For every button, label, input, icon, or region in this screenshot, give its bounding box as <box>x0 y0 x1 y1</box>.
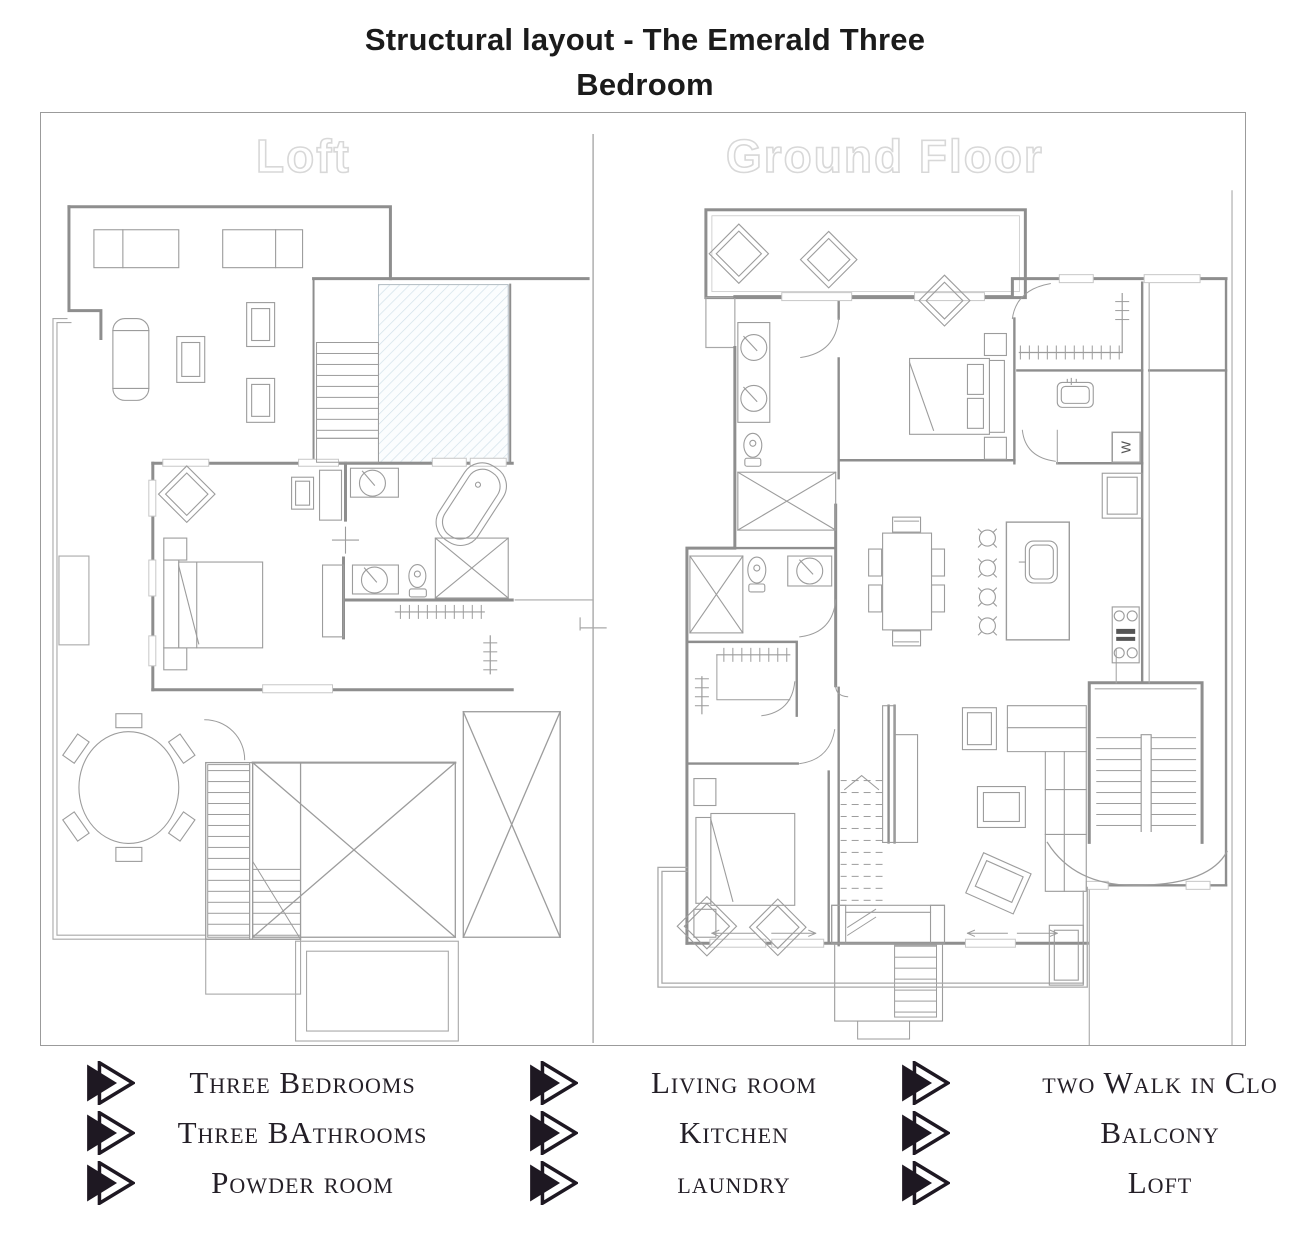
cabinet-icon <box>320 470 342 520</box>
sink-icon <box>350 468 398 497</box>
floorplans-drawing <box>41 113 1245 1045</box>
double-arrow-icon <box>85 1061 135 1105</box>
legend <box>0 1058 1290 1223</box>
rug-icon <box>709 224 857 288</box>
loft-void-hatch <box>378 285 508 463</box>
sofa-icon <box>94 230 179 268</box>
closet-rail <box>395 605 497 674</box>
page-title-line1: Structural layout - The Emerald Three <box>364 22 926 57</box>
walk-in-closet-2 <box>695 648 790 714</box>
legend-label: Three BAthrooms <box>177 1115 428 1150</box>
page-title-line2: Bedroom <box>576 66 714 102</box>
loft-bedroom <box>159 466 359 670</box>
ground-balcony-top <box>706 210 1025 348</box>
armchair-icon <box>247 303 275 347</box>
living-room <box>883 706 1087 914</box>
double-arrow-icon <box>528 1061 578 1105</box>
legend-column-3 <box>900 1058 1290 1208</box>
legend-item <box>528 1058 890 1108</box>
page-title <box>0 18 1290 108</box>
floorplan-container <box>40 112 1246 1046</box>
double-arrow-icon <box>900 1061 950 1105</box>
coffee-table-icon <box>977 787 1025 828</box>
legend-label: Balcony <box>1100 1115 1220 1150</box>
double-arrow-icon <box>900 1161 950 1205</box>
ground-floor-label: Ground Floor <box>726 130 1044 182</box>
armchair-icon <box>966 853 1031 914</box>
sofa-icon <box>223 230 303 268</box>
legend-item <box>900 1058 1290 1108</box>
legend-label: two Walk in Clo <box>1042 1065 1278 1100</box>
legend-label: Kitchen <box>678 1115 790 1150</box>
vanity-counter <box>738 323 770 423</box>
double-arrow-icon <box>900 1111 950 1155</box>
coffee-table-icon <box>177 337 205 383</box>
dresser-icon <box>292 477 314 509</box>
loft-bathroom <box>350 455 514 674</box>
armchair-icon <box>247 378 275 422</box>
side-table-icon <box>962 708 996 750</box>
legend-column-2 <box>528 1058 890 1208</box>
double-arrow-icon <box>528 1111 578 1155</box>
fridge-icon <box>1102 473 1142 518</box>
legend-label: laundry <box>677 1165 791 1200</box>
sliding-door-arrows <box>712 930 1057 936</box>
double-arrow-icon <box>85 1111 135 1155</box>
toilet-icon <box>409 565 426 597</box>
double-arrow-icon <box>528 1161 578 1205</box>
bathtub-icon <box>428 455 514 554</box>
bedroom-3 <box>694 779 795 938</box>
second-bathroom <box>690 556 832 633</box>
legend-item <box>900 1158 1290 1208</box>
legend-label: Three Bedrooms <box>189 1065 416 1100</box>
legend-item <box>528 1158 890 1208</box>
toilet-icon <box>744 433 762 466</box>
legend-item <box>528 1108 890 1158</box>
sink-icon <box>741 385 767 411</box>
chaise-icon <box>113 319 149 401</box>
bed-icon <box>910 334 1007 460</box>
sink-icon <box>741 335 767 361</box>
loft-terrace-dining-icon <box>63 714 195 862</box>
loft-lounge-furniture <box>94 230 303 423</box>
toilet-icon <box>748 557 766 592</box>
bedroom-2 <box>910 275 1007 459</box>
bed-icon <box>696 813 795 905</box>
rug-icon <box>159 466 215 522</box>
kitchen-sink-icon <box>1057 378 1093 407</box>
dining-set-icon <box>869 517 945 646</box>
legend-item <box>85 1058 470 1108</box>
external-stairs <box>1047 735 1227 886</box>
kitchen-island-icon <box>1006 522 1069 640</box>
legend-item <box>900 1108 1290 1158</box>
legend-label: Living room <box>650 1065 817 1100</box>
double-arrow-icon <box>85 1161 135 1205</box>
bed-icon <box>164 538 263 670</box>
shower-icon <box>738 472 836 530</box>
ground-floorplan <box>658 191 1232 1045</box>
sink-icon <box>788 556 832 586</box>
door-marker <box>333 527 359 553</box>
legend-column-1 <box>85 1058 470 1208</box>
planter-icon <box>1049 925 1083 985</box>
sink-icon <box>352 565 398 594</box>
legend-label: Powder room <box>211 1165 394 1200</box>
bench-icon <box>832 905 945 943</box>
loft-label: Loft <box>256 130 351 182</box>
legend-label: Loft <box>1127 1165 1193 1200</box>
shower-icon <box>435 538 508 598</box>
legend-item <box>85 1158 470 1208</box>
svg-text:W: W <box>1118 441 1134 454</box>
master-bathroom <box>738 323 836 531</box>
walk-in-closet-1 <box>1019 294 1129 360</box>
ground-door-arcs <box>762 284 1056 764</box>
loft-floorplan <box>53 207 606 1041</box>
wardrobe-icon <box>323 565 344 637</box>
bar-stool-icon <box>978 529 996 635</box>
washer-icon <box>1112 432 1140 462</box>
loft-stairs-upper <box>317 343 379 463</box>
legend-item <box>85 1108 470 1158</box>
shower-icon <box>690 556 743 633</box>
